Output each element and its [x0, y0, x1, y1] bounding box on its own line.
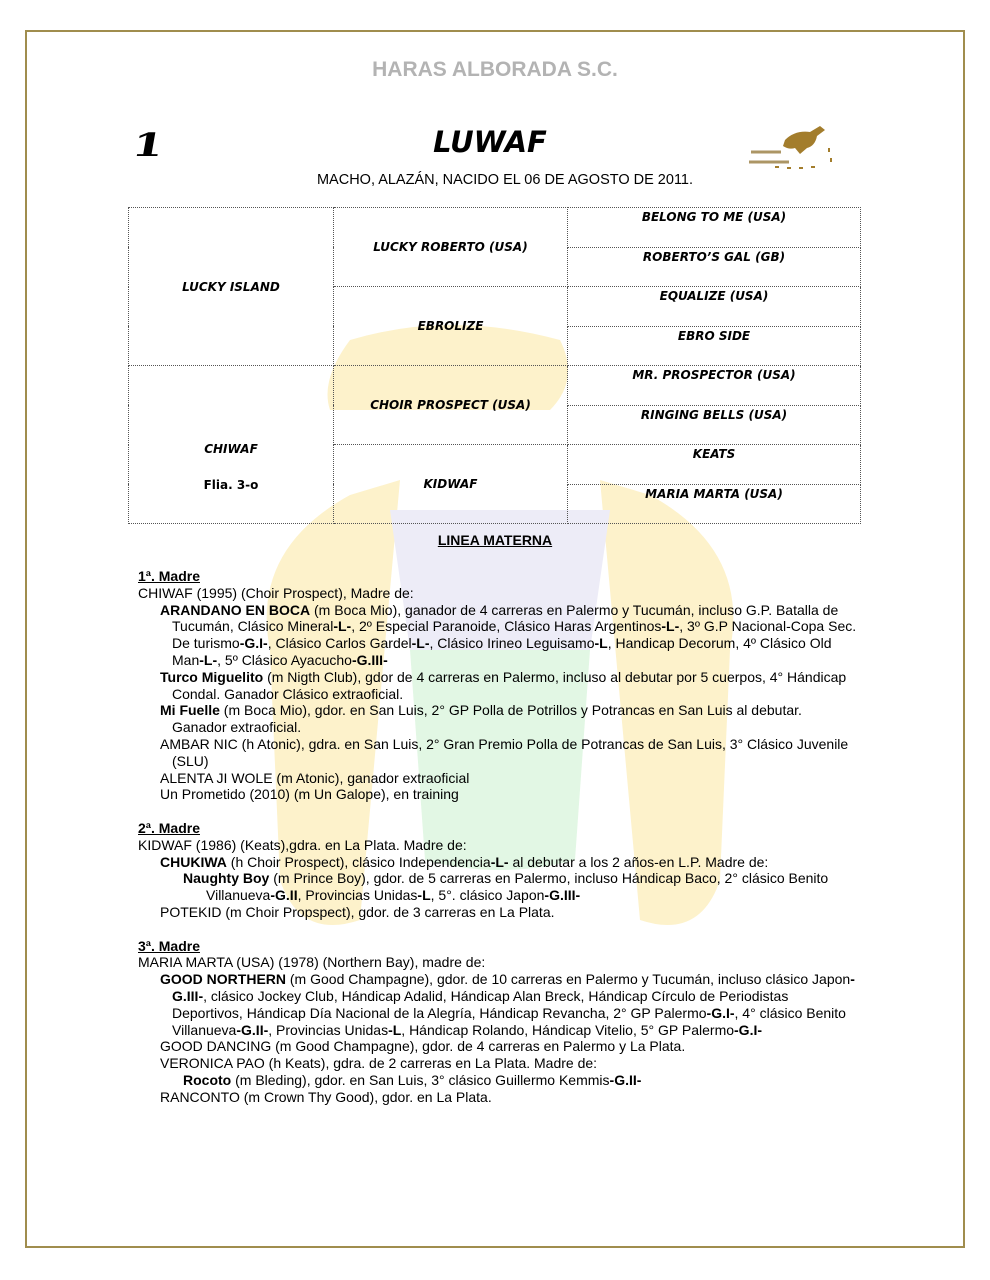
sire-dam-cell: EBROLIZE — [334, 287, 568, 366]
gen3-cell: EQUALIZE (USA) — [568, 287, 861, 327]
text-run: (m Boca Mio), gdor. en San Luis, 2° GP Polla de Potrillos y Potrancas en San Luis al debutar. Ganador extraoficial. — [172, 702, 802, 736]
text-run: (m Bleding), gdor. en San Luis, 3° clásico Guillermo Kemmis — [231, 1071, 610, 1088]
bold-text-run: -G.II — [270, 887, 298, 904]
offspring-entry — [138, 602, 860, 669]
offspring-entry — [138, 870, 860, 904]
bold-text-run: -G.II- — [236, 1021, 269, 1038]
text-run: CHIWAF (1995) (Choir Prospect), Madre de: — [138, 584, 414, 601]
text-run: POTEKID (m Choir Propspect), gdor. de 3 carreras en La Plata. — [160, 903, 555, 920]
gen3-cell: MARIA MARTA (USA) — [568, 484, 861, 524]
text-run: , 5°. clásico Japon — [430, 887, 545, 904]
offspring-entry — [138, 837, 860, 854]
text-run: (m Boca Mio), ganador de 4 carreras en Palermo y Tucumán, incluso G.P. Batalla de Tucumán, Clásico Mineral — [172, 601, 839, 635]
bold-text-run: -G.I- — [734, 1021, 763, 1038]
bold-text-run: -G.III- — [544, 887, 581, 904]
horse-description: MACHO, ALAZÁN, NACIDO EL 06 DE AGOSTO DE 2011. — [316, 172, 694, 188]
text-run: (m Good Champagne), gdor. de 10 carreras en Palermo y Tucumán, incluso clásico Japon — [286, 971, 851, 988]
text-run: KIDWAF (1986) (Keats),gdra. en La Plata. Madre de: — [138, 836, 467, 853]
dam-section — [138, 820, 860, 921]
dam-section — [138, 568, 860, 803]
bold-text-run: -L- — [199, 651, 218, 668]
text-run: (m Nigth Club), gdor de 4 carreras en Palermo, incluso al debutar por 5 cuerpos, 4° Hándicap Condal. Ganador Clásico extraoficial. — [172, 668, 847, 702]
text-run: , Handicap Decorum, 4º Clásico Old Man — [172, 635, 832, 668]
bold-text-run: Mi Fuelle — [160, 702, 220, 719]
sire-cell: LUCKY ISLAND — [129, 208, 334, 366]
bold-text-run: ARANDANO EN BOCA — [160, 601, 311, 618]
bold-text-run: -L- — [333, 618, 352, 635]
section-title: LINEA MATERNA — [437, 532, 553, 548]
lot-number: 1 — [129, 126, 168, 164]
bold-text-run: Turco Miguelito — [160, 668, 264, 685]
family-label: Flia. 3-o — [203, 477, 259, 492]
bold-text-run: Naughty Boy — [183, 870, 270, 887]
offspring-entry — [138, 770, 860, 787]
offspring-entry — [138, 585, 860, 602]
bold-text-run: -G.I- — [706, 1004, 735, 1021]
text-run: , 2º Especial Paranoide, Clásico Haras Argentinos — [351, 618, 662, 635]
gen3-cell: MR. PROSPECTOR (USA) — [568, 366, 861, 406]
offspring-entry — [138, 854, 860, 871]
offspring-entry — [138, 702, 860, 736]
offspring-entry — [138, 669, 860, 703]
maternal-line — [138, 568, 860, 1106]
gen3-cell: ROBERTO’S GAL (GB) — [568, 247, 861, 287]
text-run: , 3º G.P Nacional-Copa Sec. De turismo — [172, 618, 857, 652]
dam-cell — [129, 366, 334, 524]
offspring-entry — [138, 736, 860, 770]
dam-heading: 2ª. Madre — [138, 819, 200, 836]
offspring-entry — [138, 1089, 860, 1106]
offspring-entry — [138, 1072, 860, 1089]
bold-text-run: -L- — [411, 635, 430, 652]
brand-header: HARAS ALBORADA S.C. — [372, 58, 618, 81]
text-run: , Provincias Unidas — [268, 1021, 389, 1038]
text-run: , Clásico Irineo Leguisamo — [429, 635, 595, 652]
text-run: (h Choir Prospect), clásico Independencia — [226, 853, 491, 870]
gen3-cell: EBRO SIDE — [568, 326, 861, 366]
text-run: , Hándicap Rolando, Hándicap Vitelio, 5° GP Palermo — [401, 1021, 735, 1038]
text-run: , Provincias Unidas — [297, 887, 418, 904]
bold-text-run: -G.III- — [172, 971, 855, 1004]
text-run: , clásico Jockey Club, Hándicap Adalid, Hándicap Alan Breck, Hándicap Círculo de Periodistas Deportivos, Hándicap Día Nacional de la Alegría, Hándicap Revancha, 2° GP Palermo — [172, 987, 789, 1021]
bold-text-run: -L — [417, 887, 431, 904]
carreras-de-las-estrellas-logo — [745, 118, 840, 170]
bold-text-run: GOOD NORTHERN — [160, 971, 286, 988]
text-run: , 5º Clásico Ayacucho — [217, 651, 352, 668]
text-run: VERONICA PAO (h Keats), gdra. de 2 carreras en La Plata. Madre de: — [160, 1055, 598, 1072]
text-run: MARIA MARTA (USA) (1978) (Northern Bay), madre de: — [138, 954, 486, 971]
sire-sire-cell: LUCKY ROBERTO (USA) — [334, 208, 568, 287]
offspring-entry — [138, 1038, 860, 1055]
dam-heading: 3ª. Madre — [138, 937, 200, 954]
text-run: RANCONTO (m Crown Thy Good), gdor. en La Plata. — [160, 1088, 492, 1105]
dam-sire-cell: CHOIR PROSPECT (USA) — [334, 366, 568, 445]
bold-text-run: -L- — [490, 853, 509, 870]
horse-name: LUWAF — [433, 125, 547, 159]
text-run: GOOD DANCING (m Good Champagne), gdor. de 4 carreras en Palermo y La Plata. — [160, 1038, 686, 1055]
offspring-entry — [138, 971, 860, 1038]
dam-dam-cell: KIDWAF — [334, 445, 568, 524]
bold-text-run: Rocoto — [183, 1071, 232, 1088]
gen3-cell: KEATS — [568, 445, 861, 485]
offspring-entry — [138, 954, 860, 971]
bold-text-run: CHUKIWA — [160, 853, 227, 870]
bold-text-run: -G.I- — [239, 635, 268, 652]
offspring-entry — [138, 786, 860, 803]
offspring-entry — [138, 1055, 860, 1072]
text-run: al debutar a los 2 años-en L.P. Madre de: — [508, 853, 769, 870]
text-run: AMBAR NIC (h Atonic), gdra. en San Luis, 2° Gran Premio Polla de Potrancas de San Luis, 3° Clásico Juvenile (SLU) — [160, 735, 849, 769]
dam-section — [138, 938, 860, 1106]
bold-text-run: -L — [388, 1021, 402, 1038]
gen3-cell: RINGING BELLS (USA) — [568, 405, 861, 445]
dam-name: CHIWAF — [204, 441, 258, 456]
bold-text-run: -G.II- — [609, 1071, 642, 1088]
text-run: (m Prince Boy), gdor. de 5 carreras en Palermo, incluso Hándicap Baco, 2° clásico Benito Villanueva — [206, 870, 829, 904]
pedigree-table — [128, 207, 861, 524]
text-run: , 4° clásico Benito Villanueva — [172, 1004, 846, 1038]
bold-text-run: -L- — [661, 618, 680, 635]
dam-heading: 1ª. Madre — [138, 568, 200, 584]
offspring-entry — [138, 904, 860, 921]
text-run: ALENTA JI WOLE (m Atonic), ganador extraoficial — [160, 769, 470, 786]
bold-text-run: -L — [594, 635, 608, 652]
gen3-cell: BELONG TO ME (USA) — [568, 208, 861, 248]
bold-text-run: -G.III- — [351, 651, 388, 668]
text-run: , Clásico Carlos Gardel — [267, 635, 412, 652]
text-run: Un Prometido (2010) (m Un Galope), en training — [160, 786, 459, 803]
